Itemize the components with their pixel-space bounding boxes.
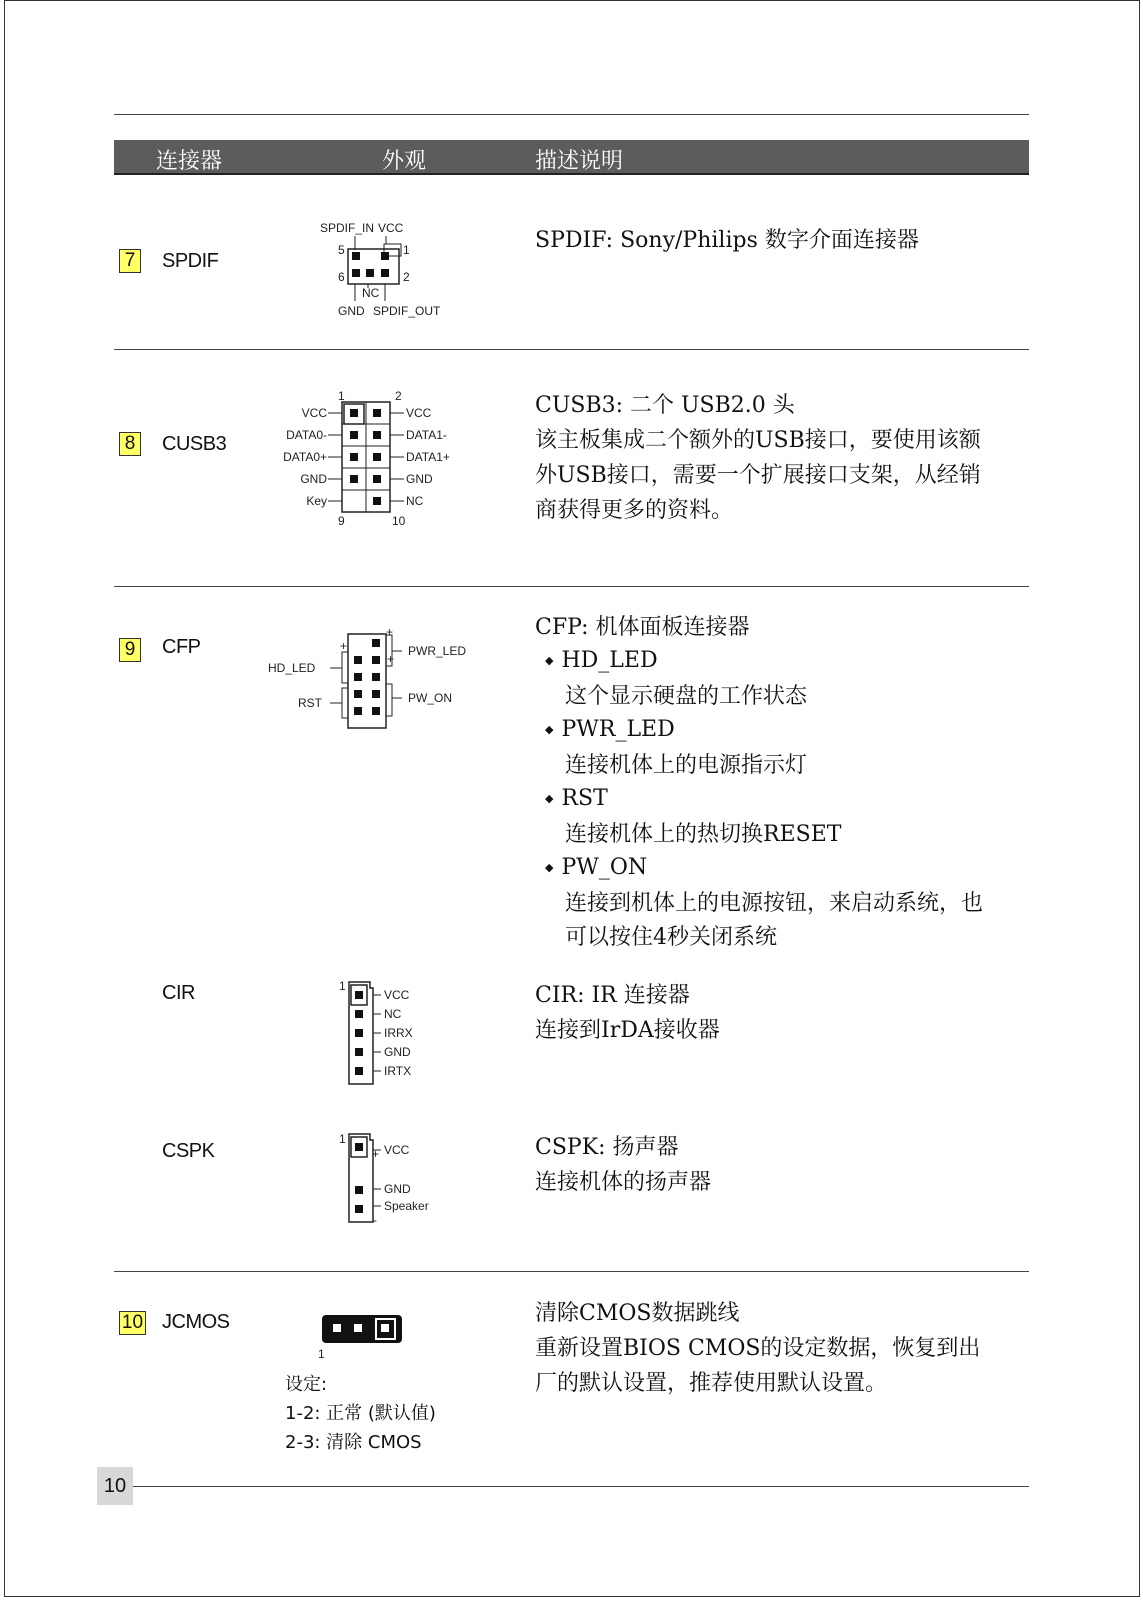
pin-number-10: 10 [392, 514, 406, 528]
minus-sign: - [373, 1213, 377, 1225]
pin-number-6: 6 [338, 270, 345, 284]
jcmos-settings [285, 1370, 436, 1457]
spdif-description [535, 223, 1035, 258]
pin-label-spdif-out: SPDIF_OUT [373, 304, 441, 318]
pin-label-data1-minus: DATA1- [406, 428, 447, 442]
pin-label-vcc: VCC [384, 988, 410, 1002]
pin-label-pwr-led: PWR_LED [408, 644, 467, 658]
cir-description [535, 978, 1035, 1048]
section-divider [114, 349, 1029, 350]
cusb3-desc-line-2: 该主板集成二个额外的USB接口，要使用该额 [535, 428, 981, 453]
pin-number-1: 1 [403, 243, 410, 257]
header-appearance: 外观 [382, 149, 427, 174]
cfp-item-pw-on-text: 连接到机体上的电源按钮，来启动系统，也 [565, 891, 984, 916]
jcmos-description [535, 1296, 1035, 1401]
pin-label-vcc: VCC [378, 221, 404, 235]
pin-label-gnd: GND [338, 304, 365, 318]
connector-name-cusb3: CUSB3 [162, 433, 227, 455]
connector-name-spdif: SPDIF [162, 250, 219, 272]
plus-sign: + [386, 626, 394, 639]
cir-desc-line-1: CIR: IR 连接器 [535, 983, 690, 1008]
section-number-10: 10 [119, 1311, 146, 1335]
bottom-rule [133, 1486, 1029, 1487]
pin-label-data1-plus: DATA1+ [406, 450, 450, 464]
cusb3-desc-line-3: 外USB接口，需要一个扩展接口支架，从经销 [535, 463, 981, 488]
cir-diagram [335, 978, 455, 1093]
pin-label-key: Key [306, 494, 327, 508]
pin-label-vcc: VCC [384, 1143, 410, 1157]
cspk-description [535, 1130, 1035, 1200]
pin-number-2: 2 [403, 270, 410, 284]
pin-label-nc: NC [362, 286, 380, 300]
cfp-description [535, 610, 1035, 955]
pin-label-gnd: GND [384, 1182, 411, 1196]
top-rule [114, 114, 1029, 115]
pin-label-left-vcc: VCC [301, 406, 327, 420]
pin-label-right-vcc: VCC [406, 406, 432, 420]
pin-number-2: 2 [395, 389, 402, 403]
cfp-diagram [268, 626, 488, 731]
plus-sign: + [340, 639, 348, 653]
section-divider [114, 586, 1029, 587]
connector-name-cir: CIR [162, 982, 195, 1004]
pin-label-irrx: IRRX [384, 1026, 413, 1040]
connector-name-cspk: CSPK [162, 1140, 215, 1162]
section-divider [114, 1271, 1029, 1272]
pin-number-9: 9 [338, 514, 345, 528]
cusb3-desc-line-1: CUSB3: 二个 USB2.0 头 [535, 393, 795, 418]
pin-number-1: 1 [338, 389, 345, 403]
setting-2-3: 2-3: 清除 CMOS [285, 1432, 422, 1453]
cir-desc-line-2: 连接到IrDA接收器 [535, 1018, 720, 1043]
cfp-desc-title: CFP: 机体面板连接器 [535, 615, 750, 640]
cusb3-diagram [280, 388, 480, 528]
pin-label-nc: NC [406, 494, 424, 508]
plus-sign: + [372, 1147, 380, 1161]
jcmos-diagram [315, 1310, 415, 1360]
page-number: 10 [97, 1467, 133, 1505]
cspk-desc-line-2: 连接机体的扬声器 [535, 1170, 712, 1195]
section-number-9: 9 [119, 638, 141, 662]
pin-label-gnd: GND [384, 1045, 411, 1059]
header-connector: 连接器 [156, 149, 223, 174]
jcmos-desc-line-1: 清除CMOS数据跳线 [535, 1301, 740, 1326]
pin-number-1: 1 [339, 1132, 346, 1146]
pin-label-hd-led: HD_LED [268, 661, 316, 675]
section-number-8: 8 [119, 432, 141, 456]
cfp-item-pwr-led: ◆ PWR_LED [535, 714, 1035, 749]
cspk-diagram [335, 1130, 455, 1225]
spdif-diagram [310, 218, 460, 323]
pin-label-speaker: Speaker [384, 1199, 429, 1213]
header-description: 描述说明 [535, 149, 624, 174]
cusb3-description [535, 388, 1035, 528]
jcmos-desc-line-3: 厂的默认设置，推荐使用默认设置。 [535, 1371, 888, 1396]
plus-sign: + [387, 652, 395, 666]
cfp-item-rst-text: 连接机体上的热切换RESET [565, 822, 842, 847]
pin-label-data0-minus: DATA0- [286, 428, 327, 442]
pin-label-pw-on: PW_ON [408, 691, 453, 705]
cspk-desc-line-1: CSPK: 扬声器 [535, 1135, 679, 1160]
cfp-item-rst: ◆ RST [535, 783, 1035, 818]
setting-1-2: 1-2: 正常 (默认值) [285, 1403, 436, 1424]
cfp-item-hd-led: ◆ HD_LED [535, 645, 1035, 680]
pin-number-5: 5 [338, 243, 345, 257]
jcmos-desc-line-2: 重新设置BIOS CMOS的设定数据，恢复到出 [535, 1336, 981, 1361]
connector-name-jcmos: JCMOS [162, 1311, 230, 1333]
cfp-item-hd-led-text: 这个显示硬盘的工作状态 [565, 684, 808, 709]
pin-label-left-gnd: GND [300, 472, 327, 486]
pin-label-nc: NC [384, 1007, 402, 1021]
pin-label-irtx: IRTX [384, 1064, 412, 1078]
cfp-item-pw-on-text-2: 可以按住4秒关闭系统 [565, 925, 777, 950]
connector-name-cfp: CFP [162, 636, 201, 658]
pin-label-data0-plus: DATA0+ [283, 450, 327, 464]
section-number-7: 7 [119, 249, 141, 273]
pin-label-rst: RST [298, 696, 322, 710]
pin-label-spdif-in: SPDIF_IN [320, 221, 375, 235]
cfp-item-pw-on: ◆ PW_ON [535, 852, 1035, 887]
table-header [114, 140, 1029, 175]
pin-number-1: 1 [318, 1347, 325, 1360]
settings-title: 设定: [285, 1374, 328, 1395]
pin-label-right-gnd: GND [406, 472, 433, 486]
cfp-item-pwr-led-text: 连接机体上的电源指示灯 [565, 753, 808, 778]
cusb3-desc-line-4: 商获得更多的资料。 [535, 498, 734, 523]
pin-number-1: 1 [339, 979, 346, 993]
spdif-desc-line: SPDIF: Sony/Philips 数字介面连接器 [535, 228, 919, 253]
